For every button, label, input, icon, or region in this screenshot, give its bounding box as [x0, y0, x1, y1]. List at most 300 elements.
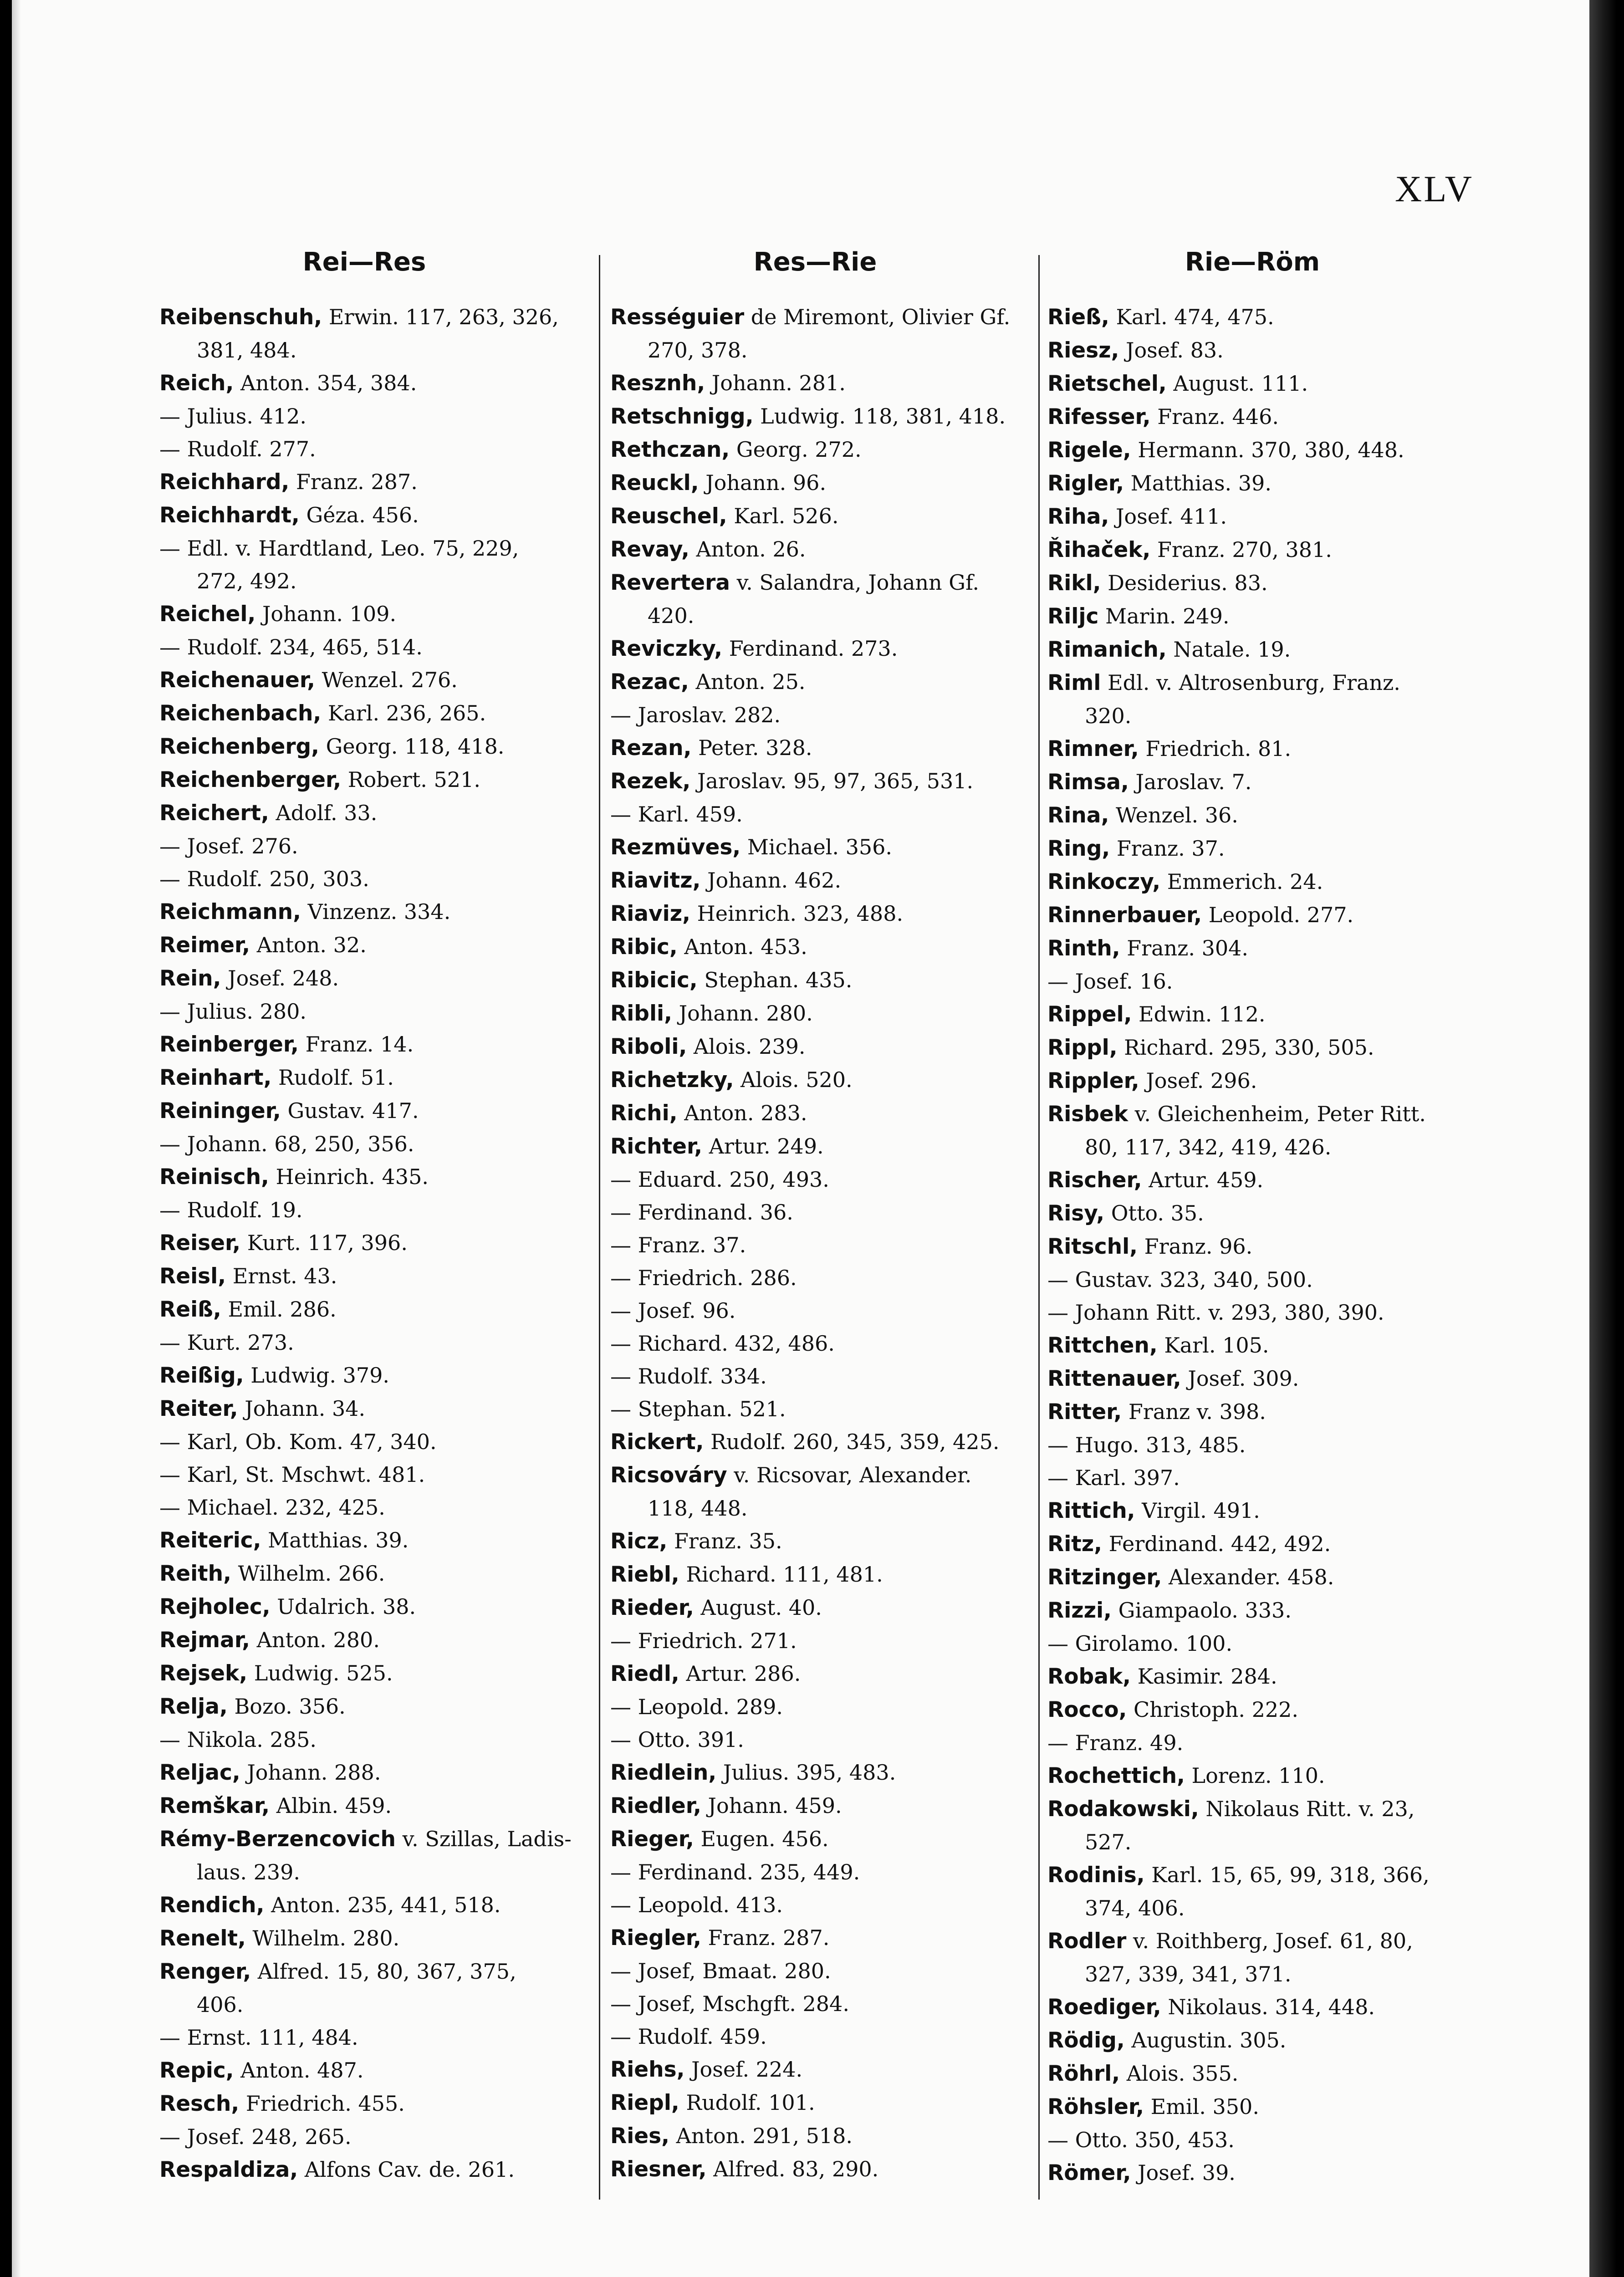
index-entry — [1047, 1792, 1498, 1826]
entry-details: Richard. 295, 330, 505. — [1117, 1035, 1374, 1060]
entry-surname: Rochettich, — [1047, 1763, 1185, 1788]
entry-list — [1047, 301, 1498, 2190]
index-entry — [610, 1690, 1061, 1723]
index-entry — [159, 1425, 610, 1458]
index-entry — [610, 1063, 1061, 1097]
index-entry — [1047, 766, 1498, 799]
entry-details: — Julius. 412. — [159, 404, 307, 429]
index-entry — [610, 533, 1061, 566]
index-entry — [1047, 1296, 1498, 1329]
entry-details: Edwin. 112. — [1132, 1002, 1266, 1026]
index-entry — [1047, 2156, 1498, 2190]
entry-surname: Rikl, — [1047, 571, 1101, 596]
entry-details: Lorenz. 110. — [1185, 1763, 1325, 1788]
entry-details: — Otto. 391. — [610, 1727, 744, 1752]
index-entry — [1047, 932, 1498, 965]
index-entry — [610, 1558, 1061, 1591]
entry-details: Alfred. 15, 80, 367, 375, — [251, 1959, 516, 1984]
index-entry — [159, 1823, 610, 1856]
entry-details: Eugen. 456. — [694, 1827, 829, 1851]
entry-details: — Eduard. 250, 493. — [610, 1167, 829, 1192]
index-entry — [610, 1624, 1061, 1657]
entry-details: Franz. 446. — [1150, 404, 1279, 429]
entry-surname: Rejholec, — [159, 1594, 271, 1619]
entry-surname: Ribli, — [610, 1001, 673, 1026]
index-entry — [159, 1557, 610, 1590]
index-entry — [159, 763, 610, 796]
entry-details: de Miremont, Olivier Gf. — [744, 305, 1011, 329]
index-entry — [1047, 1594, 1498, 1627]
entry-surname: Roediger, — [1047, 1995, 1161, 2020]
entry-details: — Ferdinand. 235, 449. — [610, 1860, 860, 1884]
entry-details: — Jaroslav. 282. — [610, 703, 781, 727]
entry-details: — Johann. 68, 250, 356. — [159, 1132, 414, 1156]
index-entry — [1047, 1494, 1498, 1527]
entry-surname: Riml — [1047, 670, 1101, 695]
entry-surname: Riedler, — [610, 1793, 701, 1818]
entry-details: Josef. 39. — [1131, 2160, 1236, 2185]
entry-details: Augustin. 305. — [1124, 2028, 1287, 2052]
index-entry — [610, 2053, 1061, 2086]
entry-details: Robert. 521. — [341, 767, 480, 792]
index-entry — [159, 2054, 610, 2087]
entry-surname: Ritter, — [1047, 1399, 1122, 1424]
index-entry — [610, 665, 1061, 699]
entry-details: Franz. 304. — [1120, 936, 1249, 960]
entry-details: Ferdinand. 442, 492. — [1102, 1532, 1331, 1556]
index-entry — [1047, 1461, 1498, 1494]
index-entry — [610, 566, 1061, 599]
entry-details: — Otto. 350, 453. — [1047, 2128, 1235, 2152]
page-left-shadow — [12, 0, 21, 2277]
index-entry: 272, 492. — [197, 569, 297, 593]
index-entry — [1047, 1263, 1498, 1296]
index-entry — [610, 466, 1061, 500]
index-entry — [610, 1955, 1061, 1987]
entry-surname: Reichenberg, — [159, 734, 320, 759]
entry-details: Josef. 224. — [684, 2057, 803, 2082]
entry-details: — Rudolf. 234, 465, 514. — [159, 635, 423, 659]
index-entry — [1047, 1064, 1498, 1098]
entry-details: Nikolaus. 314, 448. — [1161, 1995, 1375, 2019]
index-entry — [1047, 1031, 1498, 1064]
entry-details: — Josef. 16. — [1047, 969, 1173, 994]
entry-details: Josef. 309. — [1181, 1366, 1299, 1391]
entry-details: Julius. 395, 483. — [716, 1760, 896, 1785]
index-entry — [610, 897, 1061, 930]
index-entry — [1047, 2124, 1498, 2156]
entry-details: Desiderius. 83. — [1101, 571, 1268, 595]
entry-details: Franz. 37. — [1110, 836, 1225, 861]
index-entry: laus. 239. — [197, 1860, 301, 1884]
index-entry — [159, 1094, 610, 1128]
entry-list — [159, 301, 610, 2186]
entry-details: — Kurt. 273. — [159, 1330, 294, 1355]
index-entry — [159, 597, 610, 631]
index-entry — [159, 1723, 610, 1756]
entry-details: — Karl, St. Mschwt. 481. — [159, 1462, 425, 1487]
index-entry — [610, 1294, 1061, 1327]
entry-details: Georg. 118, 418. — [319, 734, 505, 759]
index-entry — [1047, 1759, 1498, 1792]
index-entry — [1047, 467, 1498, 500]
index-entry — [159, 2021, 610, 2054]
entry-surname: Rezan, — [610, 735, 692, 761]
entry-surname: Reichenbach, — [159, 701, 322, 726]
index-entry — [610, 632, 1061, 665]
index-entry — [610, 1393, 1061, 1425]
entry-surname: Reichert, — [159, 801, 269, 826]
index-entry — [610, 1130, 1061, 1163]
entry-details: Wenzel. 36. — [1109, 803, 1238, 827]
entry-surname: Rippel, — [1047, 1002, 1132, 1027]
entry-details: Franz v. 398. — [1122, 1399, 1266, 1424]
entry-surname: Rodinis, — [1047, 1863, 1145, 1888]
entry-details: Friedrich. 455. — [239, 2091, 405, 2116]
entry-surname: Reich, — [159, 371, 234, 396]
page-right-edge — [1589, 0, 1624, 2277]
entry-details: Anton. 487. — [234, 2058, 364, 2083]
entry-details: Richard. 111, 481. — [679, 1562, 883, 1587]
index-entry — [1047, 865, 1498, 899]
entry-details: Alois. 239. — [687, 1034, 806, 1059]
entry-surname: Reinberger, — [159, 1032, 299, 1057]
index-entry — [1047, 965, 1498, 998]
index-entry — [159, 1756, 610, 1789]
entry-details: Virgil. 491. — [1135, 1498, 1260, 1523]
entry-details: Karl. 474, 475. — [1109, 305, 1274, 329]
index-entry — [159, 532, 610, 565]
index-entry — [1047, 1925, 1498, 1958]
entry-surname: Riljc — [1047, 604, 1099, 629]
index-entry — [1047, 1098, 1498, 1131]
entry-surname: Rifesser, — [1047, 404, 1151, 429]
entry-surname: Reinhart, — [159, 1065, 272, 1090]
entry-details: — Karl. 459. — [610, 802, 743, 827]
entry-surname: Resznh, — [610, 371, 705, 396]
entry-details: Karl. 15, 65, 99, 318, 366, — [1144, 1863, 1430, 1887]
entry-surname: Richter, — [610, 1134, 703, 1159]
index-entry — [159, 1922, 610, 1955]
entry-details: Ludwig. 118, 381, 418. — [753, 404, 1006, 429]
entry-surname: Rodler — [1047, 1929, 1127, 1954]
entry-surname: Remškar, — [159, 1793, 270, 1818]
entry-surname: Reljac, — [159, 1760, 240, 1785]
entry-details: v. Gleichenheim, Peter Ritt. — [1128, 1102, 1426, 1126]
entry-surname: Risy, — [1047, 1201, 1105, 1226]
entry-surname: Rieder, — [610, 1595, 694, 1620]
entry-details: Johann. 34. — [238, 1396, 366, 1421]
entry-details: Anton. 32. — [250, 933, 367, 957]
entry-surname: Repic, — [159, 2058, 234, 2083]
entry-details: Josef. 411. — [1109, 504, 1227, 529]
index-entry — [610, 1789, 1061, 1823]
entry-surname: Rippler, — [1047, 1068, 1139, 1093]
entry-surname: Reuschel, — [610, 504, 727, 529]
entry-details: — Gustav. 323, 340, 500. — [1047, 1267, 1313, 1292]
index-entry: 118, 448. — [648, 1496, 748, 1521]
entry-details: Anton. 280. — [250, 1628, 380, 1652]
entry-details: — Ferdinand. 36. — [610, 1200, 793, 1225]
entry-details: Artur. 286. — [679, 1661, 801, 1686]
index-entry — [1047, 2024, 1498, 2057]
entry-details: — Rudolf. 277. — [159, 437, 316, 461]
entry-surname: Rinkoczy, — [1047, 869, 1161, 894]
entry-surname: Reichmann, — [159, 899, 301, 924]
index-entry — [610, 301, 1061, 334]
entry-details: — Hugo. 313, 485. — [1047, 1433, 1246, 1457]
entry-details: — Nikola. 285. — [159, 1727, 317, 1752]
index-entry — [610, 964, 1061, 997]
index-entry — [159, 2120, 610, 2153]
entry-details: August. 40. — [694, 1595, 822, 1620]
entry-surname: Rieß, — [1047, 305, 1109, 330]
index-entry — [610, 367, 1061, 400]
entry-surname: Riegler, — [610, 1925, 701, 1950]
entry-details: Alfons Cav. de. 261. — [298, 2157, 515, 2182]
index-entry — [159, 1458, 610, 1491]
index-entry — [159, 1524, 610, 1557]
entry-details: Alexander. 458. — [1162, 1565, 1334, 1589]
entry-details: Leopold. 277. — [1202, 903, 1354, 927]
index-entry: 527. — [1085, 1830, 1132, 1854]
index-entry — [1047, 567, 1498, 600]
entry-details: Anton. 235, 441, 518. — [264, 1893, 501, 1917]
entry-details: — Karl. 397. — [1047, 1465, 1180, 1490]
entry-details: Ludwig. 379. — [244, 1363, 390, 1388]
entry-details: Ernst. 43. — [226, 1264, 337, 1288]
entry-details: Marin. 249. — [1098, 604, 1230, 628]
entry-details: Rudolf. 260, 345, 359, 425. — [704, 1430, 1000, 1454]
entry-surname: Reichhard, — [159, 470, 290, 495]
entry-details: — Edl. v. Hardtland, Leo. 75, 229, — [159, 536, 519, 561]
entry-surname: Richetzky, — [610, 1067, 734, 1093]
entry-details: — Rudolf. 19. — [159, 1198, 303, 1222]
entry-list — [610, 301, 1061, 2186]
index-entry — [1047, 500, 1498, 533]
entry-surname: Ribic, — [610, 934, 678, 960]
entry-details: v. Roithberg, Josef. 61, 80, — [1126, 1929, 1413, 1953]
index-entry — [159, 631, 610, 664]
entry-details: Edl. v. Altrosenburg, Franz. — [1101, 670, 1400, 695]
entry-details: Wilhelm. 280. — [245, 1926, 400, 1950]
index-entry — [610, 731, 1061, 765]
entry-surname: Riboli, — [610, 1034, 687, 1059]
index-entry — [1047, 2090, 1498, 2124]
index-entry — [159, 2153, 610, 2186]
entry-surname: Rezmüves, — [610, 835, 741, 860]
index-entry — [610, 1030, 1061, 1063]
column-heading: Rei—Res — [302, 247, 426, 277]
index-entry — [610, 1261, 1061, 1294]
index-entry — [1047, 899, 1498, 932]
entry-details: Johann. 462. — [700, 868, 842, 893]
index-entry — [1047, 1329, 1498, 1362]
index-entry — [159, 962, 610, 995]
entry-surname: Rejsek, — [159, 1661, 248, 1686]
column-heading: Res—Rie — [753, 247, 877, 277]
entry-surname: Rittchen, — [1047, 1333, 1158, 1358]
index-entry — [610, 1921, 1061, 1955]
entry-details: Gustav. 417. — [281, 1098, 419, 1123]
entry-surname: Reuckl, — [610, 470, 699, 495]
entry-details: Heinrich. 435. — [269, 1164, 429, 1189]
entry-surname: Rittich, — [1047, 1498, 1135, 1523]
entry-surname: Reiser, — [159, 1230, 241, 1256]
entry-surname: Reiß, — [159, 1297, 221, 1322]
index-entry: 374, 406. — [1085, 1896, 1185, 1920]
entry-details: Franz. 270, 381. — [1150, 537, 1332, 562]
entry-surname: Rimanich, — [1047, 637, 1167, 662]
entry-details: Karl. 105. — [1157, 1333, 1269, 1358]
entry-surname: Revertera — [610, 570, 730, 595]
entry-details: Karl. 526. — [727, 504, 839, 528]
entry-details: Kasimir. 284. — [1130, 1664, 1277, 1689]
entry-details: Josef. 296. — [1139, 1068, 1257, 1093]
entry-details: Georg. 272. — [730, 437, 862, 462]
index-entry — [1047, 1362, 1498, 1395]
index-entry — [610, 831, 1061, 864]
index-entry: 327, 339, 341, 371. — [1085, 1962, 1292, 1986]
entry-details: Johann. 96. — [699, 470, 827, 495]
entry-surname: Ritz, — [1047, 1532, 1102, 1557]
index-entry — [1047, 1991, 1498, 2024]
index-entry — [610, 1987, 1061, 2020]
entry-details: — Franz. 49. — [1047, 1731, 1184, 1755]
index-entry — [159, 1690, 610, 1723]
entry-surname: Rittenauer, — [1047, 1366, 1181, 1391]
index-entry — [159, 1491, 610, 1524]
entry-surname: Rémy-Berzencovich — [159, 1827, 396, 1852]
index-entry — [1047, 2057, 1498, 2090]
index-entry — [159, 1392, 610, 1425]
index-entry — [1047, 1561, 1498, 1594]
entry-surname: Reibenschuh, — [159, 305, 322, 330]
index-entry — [159, 730, 610, 763]
index-entry — [159, 2087, 610, 2120]
entry-surname: Rizzi, — [1047, 1598, 1112, 1623]
index-entry — [610, 1756, 1061, 1789]
index-entry — [159, 433, 610, 465]
index-entry — [159, 367, 610, 400]
entry-details: Ludwig. 525. — [247, 1661, 393, 1685]
entry-surname: Rödig, — [1047, 2028, 1125, 2053]
index-entry — [610, 1425, 1061, 1459]
entry-details: Johann. 280. — [672, 1001, 813, 1026]
entry-details: — Ernst. 111, 484. — [159, 2025, 358, 2050]
entry-details: Matthias. 39. — [261, 1528, 409, 1552]
entry-details: — Leopold. 289. — [610, 1695, 783, 1719]
entry-details: Udalrich. 38. — [270, 1594, 416, 1619]
entry-surname: Ricsováry — [610, 1463, 727, 1488]
entry-details: Emil. 286. — [221, 1297, 337, 1322]
entry-surname: Rinth, — [1047, 936, 1120, 961]
entry-details: — Josef. 96. — [610, 1298, 736, 1323]
entry-details: Anton. 354, 384. — [234, 371, 417, 395]
index-entry — [610, 1196, 1061, 1229]
index-entry — [159, 1260, 610, 1293]
entry-surname: Rischer, — [1047, 1168, 1142, 1193]
index-entry — [610, 1591, 1061, 1624]
entry-details: Matthias. 39. — [1124, 471, 1272, 495]
index-entry — [159, 1889, 610, 1922]
entry-details: Johann. 459. — [701, 1793, 842, 1818]
entry-surname: Rein, — [159, 966, 221, 991]
entry-details: Friedrich. 81. — [1139, 736, 1292, 761]
entry-surname: Rieger, — [610, 1827, 694, 1852]
entry-details: Johann. 109. — [255, 602, 397, 626]
index-entry — [1047, 1726, 1498, 1759]
index-entry — [1047, 998, 1498, 1031]
entry-details: Alois. 520. — [734, 1067, 853, 1092]
entry-details: Christoph. 222. — [1127, 1697, 1299, 1722]
entry-details: Wilhelm. 266. — [231, 1561, 385, 1586]
index-entry — [610, 1163, 1061, 1196]
index-entry — [1047, 1230, 1498, 1263]
index-entry — [1047, 832, 1498, 865]
index-entry — [159, 1194, 610, 1226]
index-entry — [159, 1590, 610, 1624]
entry-details: Kurt. 117, 396. — [240, 1230, 408, 1255]
entry-surname: Reisl, — [159, 1264, 226, 1289]
entry-surname: Respaldiza, — [159, 2157, 298, 2182]
index-entry — [159, 929, 610, 962]
index-entry — [1047, 533, 1498, 567]
entry-surname: Riedl, — [610, 1661, 679, 1686]
entry-details: — Friedrich. 271. — [610, 1629, 797, 1653]
index-entry — [159, 1326, 610, 1359]
entry-surname: Riehs, — [610, 2057, 685, 2082]
entry-surname: Ribicic, — [610, 968, 698, 993]
column-heading: Rie—Röm — [1185, 247, 1320, 277]
entry-surname: Rietschel, — [1047, 371, 1167, 396]
index-entry — [1047, 1660, 1498, 1693]
entry-details: Ferdinand. 273. — [722, 636, 898, 661]
entry-surname: Risbek — [1047, 1102, 1129, 1127]
index-entry — [610, 1723, 1061, 1756]
entry-details: — Josef. 276. — [159, 834, 298, 858]
entry-surname: Riaviz, — [610, 901, 690, 926]
entry-surname: Rigler, — [1047, 471, 1124, 496]
entry-details: — Richard. 432, 486. — [610, 1331, 835, 1356]
index-entry — [1047, 1527, 1498, 1561]
entry-details: Karl. 236, 265. — [321, 701, 486, 725]
entry-surname: Rimsa, — [1047, 770, 1129, 795]
entry-surname: Řihaček, — [1047, 537, 1151, 562]
entry-details: Jaroslav. 7. — [1129, 770, 1252, 794]
entry-details: — Julius. 280. — [159, 999, 307, 1024]
entry-details: — Friedrich. 286. — [610, 1266, 797, 1290]
index-entry — [610, 930, 1061, 964]
entry-surname: Riesner, — [610, 2157, 707, 2182]
entry-details: Emmerich. 24. — [1160, 869, 1323, 894]
entry-details: Vinzenz. 334. — [301, 899, 451, 924]
entry-details: v. Ricsovar, Alexander. — [727, 1463, 972, 1487]
index-entry — [1047, 666, 1498, 699]
index-entry — [610, 765, 1061, 798]
entry-details: Emil. 350. — [1144, 2094, 1259, 2119]
entry-surname: Reinisch, — [159, 1164, 269, 1190]
entry-details: Anton. 26. — [689, 537, 806, 562]
entry-details: — Girolamo. 100. — [1047, 1631, 1233, 1656]
entry-surname: Rethczan, — [610, 437, 730, 462]
entry-surname: Retschnigg, — [610, 404, 754, 429]
index-entry — [159, 1955, 610, 1988]
entry-surname: Resch, — [159, 2091, 240, 2116]
entry-details: Adolf. 33. — [269, 801, 378, 825]
entry-details: Géza. 456. — [299, 503, 419, 527]
entry-details: — Rudolf. 334. — [610, 1364, 767, 1389]
